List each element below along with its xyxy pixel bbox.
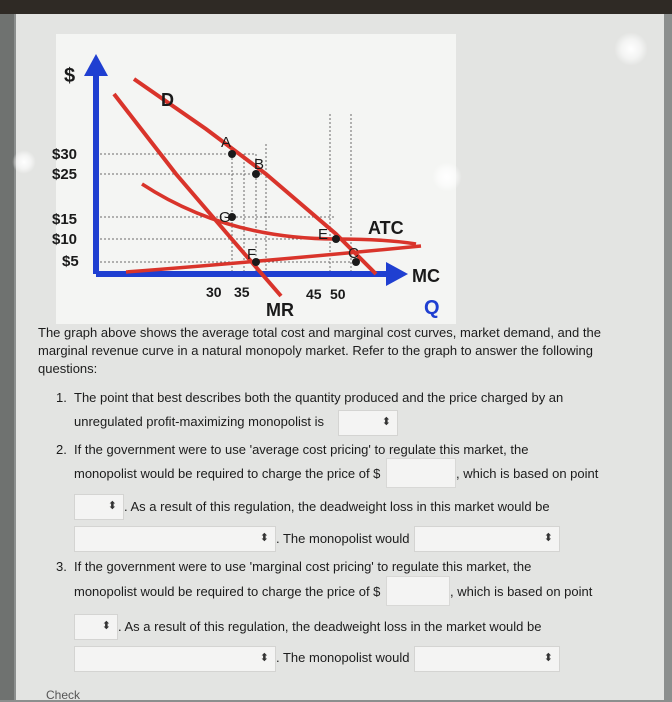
price-tick-10: $10 [52, 231, 78, 248]
intro-text: The graph above shows the average total cost and marginal cost curves, market demand, and the marginal revenue curve in a natural monopoly market. Refer to the graph to answer the following questions: [38, 325, 601, 376]
q3-number: 3. [56, 559, 67, 574]
qty-tick-45: 45 [306, 286, 322, 302]
select-arrow-icon: ⬍ [107, 500, 117, 512]
price-tick-15: $15 [52, 211, 78, 228]
x-axis-label: Q [424, 297, 440, 319]
q2-text-c: , which is based on point [456, 466, 599, 481]
point-f-label: F [247, 246, 257, 263]
price-tick-5: $5 [62, 253, 79, 270]
q3-deadweight-select[interactable] [74, 646, 276, 672]
demand-label: D [161, 90, 174, 110]
q3-text-c: , which is based on point [450, 584, 593, 599]
price-tick-30: $30 [52, 146, 78, 163]
q3-text-e: . The monopolist would [276, 650, 410, 665]
q1-text-a: The point that best describes both the quantity produced and the price charged by an [74, 390, 564, 405]
monopoly-graph [52, 34, 456, 324]
qty-tick-35: 35 [234, 284, 250, 300]
q3-point-select[interactable] [74, 614, 118, 640]
price-tick-25: $25 [52, 166, 78, 183]
point-c-label: C [348, 245, 359, 262]
point-g-label: G [219, 209, 231, 226]
q2-text-e: . The monopolist would [276, 531, 410, 546]
q2-price-input[interactable] [386, 458, 456, 488]
point-a-label: A [221, 134, 232, 151]
y-axis-arrow [84, 54, 108, 76]
mr-label: MR [266, 300, 294, 320]
point-a [228, 150, 236, 158]
left-edge [0, 14, 14, 700]
question-panel [16, 14, 664, 700]
glare-spot [614, 32, 648, 66]
glare-spot [12, 150, 36, 174]
q2-text-a: If the government were to use 'average cost pricing' to regulate this market, the [74, 442, 529, 457]
select-arrow-icon: ⬍ [543, 652, 553, 664]
q3-text-b: monopolist would be required to charge the price of $ [74, 584, 381, 599]
q2-point-select[interactable] [74, 494, 124, 520]
point-b-label: B [254, 156, 265, 173]
q2-number: 2. [56, 442, 67, 457]
x-axis-arrow [386, 262, 408, 286]
select-arrow-icon: ⬍ [543, 532, 553, 544]
select-arrow-icon: ⬍ [259, 652, 269, 664]
select-arrow-icon: ⬍ [381, 416, 391, 428]
y-axis-label: $ [64, 65, 76, 87]
q2-monopolist-select[interactable] [414, 526, 560, 552]
mc-curve [126, 246, 421, 272]
q2-text-b: monopolist would be required to charge the price of $ [74, 466, 381, 481]
q2-text-d: . As a result of this regulation, the deadweight loss in this market would be [124, 499, 550, 514]
point-e-label: E [318, 226, 329, 243]
q1-number: 1. [56, 390, 67, 405]
select-arrow-icon: ⬍ [259, 532, 269, 544]
top-bar [0, 0, 672, 14]
q3-price-input[interactable] [386, 576, 450, 606]
select-arrow-icon: ⬍ [101, 620, 111, 632]
q1-point-select[interactable] [338, 410, 398, 436]
atc-label: ATC [368, 218, 404, 238]
graph-svg [52, 34, 456, 324]
check-button[interactable]: Check [46, 688, 81, 702]
intro-text-block [38, 324, 618, 378]
q3-monopolist-select[interactable] [414, 646, 560, 672]
glare-spot [432, 162, 462, 192]
q1-text-b: unregulated profit-maximizing monopolist is [74, 414, 325, 429]
q3-text-a: If the government were to use 'marginal cost pricing' to regulate this market, the [74, 559, 532, 574]
q3-text-d: . As a result of this regulation, the deadweight loss in the market would be [118, 619, 542, 634]
mc-label: MC [412, 266, 440, 286]
qty-tick-30: 30 [206, 284, 222, 300]
q2-deadweight-select[interactable] [74, 526, 276, 552]
qty-tick-50: 50 [330, 286, 346, 302]
point-e [332, 235, 340, 243]
